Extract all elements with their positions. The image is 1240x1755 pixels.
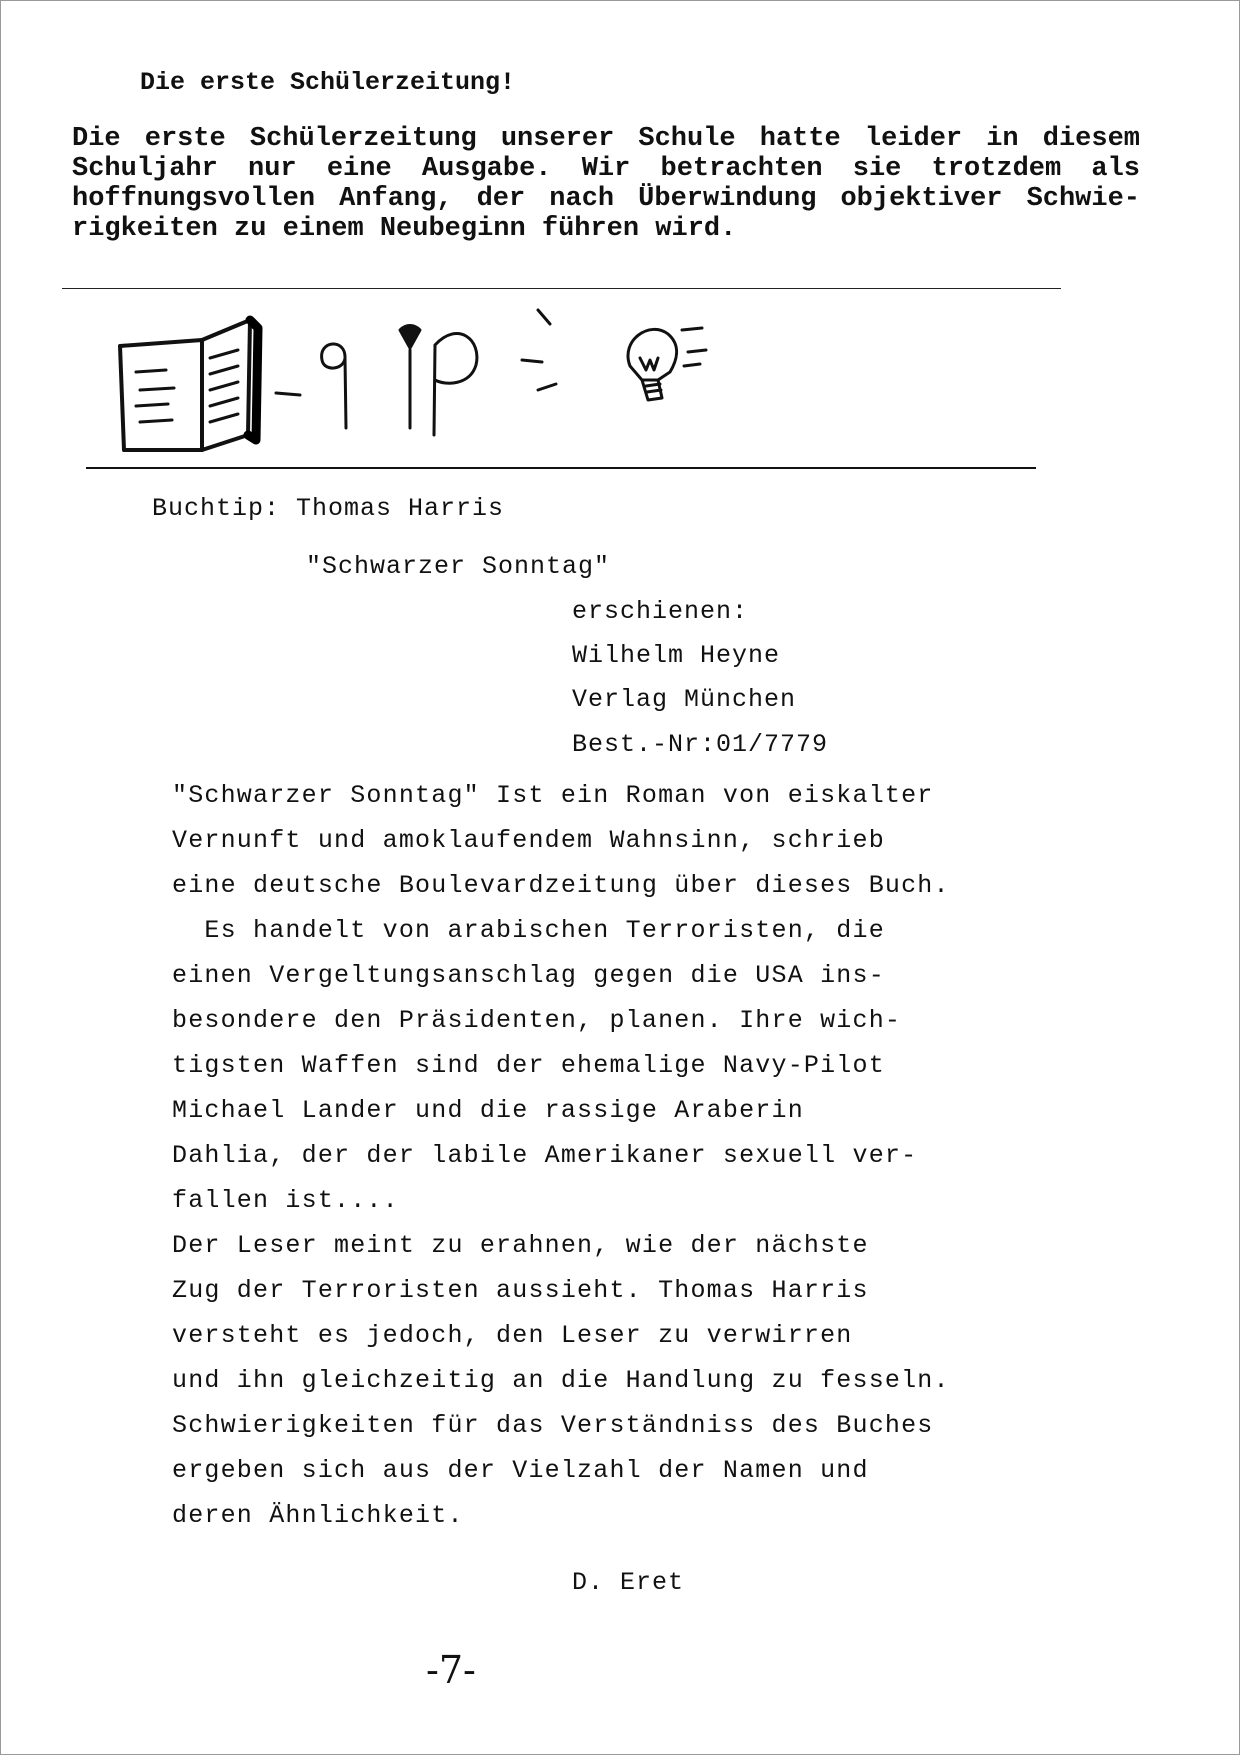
published-label: erschienen: <box>572 597 749 626</box>
banner-text: -Tip <box>286 406 322 430</box>
review-line: Zug der Terroristen aussieht. Thomas Harris <box>172 1276 869 1305</box>
review-line: Dahlia, der der labile Amerikaner sexuell ver- <box>172 1141 918 1170</box>
book-title: "Schwarzer Sonntag" <box>306 552 611 581</box>
review-line: tigsten Waffen sind der ehemalige Navy-Pilot <box>172 1051 885 1080</box>
intro-line: hoffnungsvollen Anfang, der nach Überwindung objektiver Schwie- <box>72 184 1140 214</box>
review-line: fallen ist.... <box>172 1186 399 1215</box>
intro-line: Die erste Schülerzeitung unserer Schule hatte leider in diesem <box>72 124 1140 154</box>
review-line: "Schwarzer Sonntag" Ist ein Roman von eiskalter <box>172 781 934 810</box>
review-line: einen Vergeltungsanschlag gegen die USA ins- <box>172 961 885 990</box>
order-number: Best.-Nr:01/7779 <box>572 730 829 759</box>
signature: D. Eret <box>572 1568 685 1597</box>
tip-banner <box>110 300 770 460</box>
intro-paragraph <box>72 124 1140 244</box>
review-line: versteht es jedoch, den Leser zu verwirren <box>172 1321 853 1350</box>
review-line: Schwierigkeiten für das Verständniss des Buches <box>172 1411 934 1440</box>
publisher-place: Verlag München <box>572 685 797 714</box>
open-book-icon <box>120 320 258 450</box>
publisher: Wilhelm Heyne <box>572 641 781 670</box>
bottom-divider <box>86 467 1036 469</box>
page-number: -7- <box>426 1648 476 1692</box>
review-line: deren Ähnlichkeit. <box>172 1501 464 1530</box>
review-text <box>172 773 950 1538</box>
review-line: Der Leser meint zu erahnen, wie der nächste <box>172 1231 869 1260</box>
top-divider <box>62 288 1061 289</box>
review-line: Michael Lander und die rassige Araberin <box>172 1096 804 1125</box>
review-line: und ihn gleichzeitig an die Handlung zu fesseln. <box>172 1366 950 1395</box>
review-line: Es handelt von arabischen Terroristen, die <box>172 916 885 945</box>
intro-line: rigkeiten zu einem Neubeginn führen wird. <box>72 214 737 244</box>
book-author-line: Buchtip: Thomas Harris <box>152 494 505 523</box>
review-line: ergeben sich aus der Vielzahl der Namen und <box>172 1456 869 1485</box>
review-line: Vernunft und amoklaufendem Wahnsinn, schrieb <box>172 826 885 855</box>
review-line: eine deutsche Boulevardzeitung über dieses Buch. <box>172 871 950 900</box>
headline: Die erste Schülerzeitung! <box>140 68 516 97</box>
intro-line: Schuljahr nur eine Ausgabe. Wir betrachten sie trotzdem als <box>72 154 1140 184</box>
light-bulb-icon <box>522 310 706 400</box>
review-line: besondere den Präsidenten, planen. Ihre wich- <box>172 1006 902 1035</box>
